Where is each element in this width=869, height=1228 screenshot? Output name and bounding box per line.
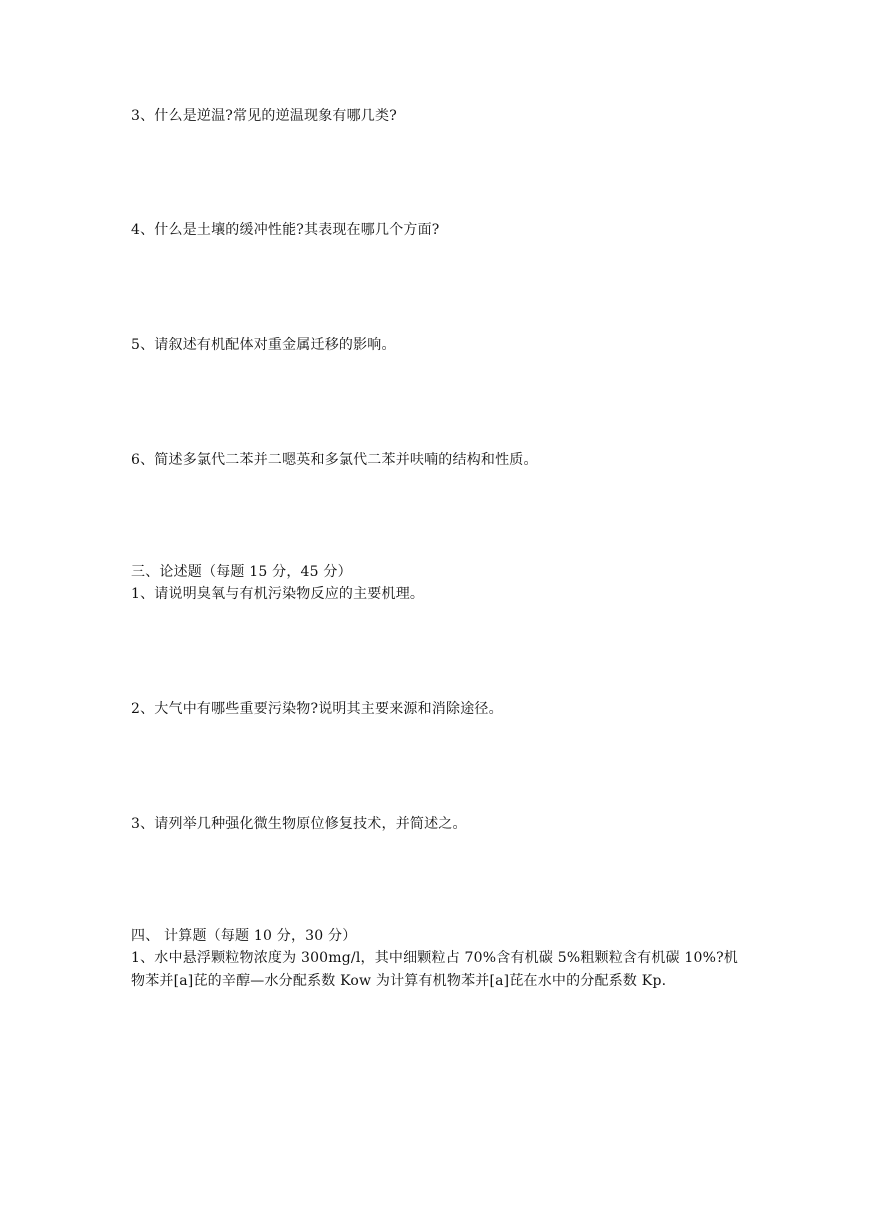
section-4-heading: 四、 计算题（每题 10 分，30 分） [131, 928, 357, 944]
calc-question-1-line-2: 物苯并[a]芘的辛醇—水分配系数 Kow 为计算有机物苯并[a]芘在水中的分配系数 Kp. [131, 973, 667, 989]
calc-question-1-line-1: 1、水中悬浮颗粒物浓度为 300mg/l，其中细颗粒占 70%含有机碳 5%粗颗粒含有机碳 10%?机 [131, 950, 739, 966]
question-4-soil-buffering: 4、什么是土壤的缓冲性能?其表现在哪几个方面? [131, 222, 440, 238]
question-6-dioxins: 6、简述多氯代二苯并二嗯英和多氯代二苯并呋喃的结构和性质。 [131, 452, 538, 468]
essay-question-2-air-pollutants: 2、大气中有哪些重要污染物?说明其主要来源和消除途径。 [131, 701, 503, 717]
question-5-organic-ligands: 5、请叙述有机配体对重金属迁移的影响。 [131, 337, 396, 353]
question-3-inversion: 3、什么是逆温?常见的逆温现象有哪几类? [131, 108, 397, 124]
section-3-heading: 三、论述题（每题 15 分，45 分） [131, 564, 352, 580]
essay-question-3-bioremediation: 3、请列举几种强化微生物原位修复技术，并简述之。 [131, 816, 467, 832]
essay-question-1-ozone: 1、请说明臭氧与有机污染物反应的主要机理。 [131, 586, 425, 602]
